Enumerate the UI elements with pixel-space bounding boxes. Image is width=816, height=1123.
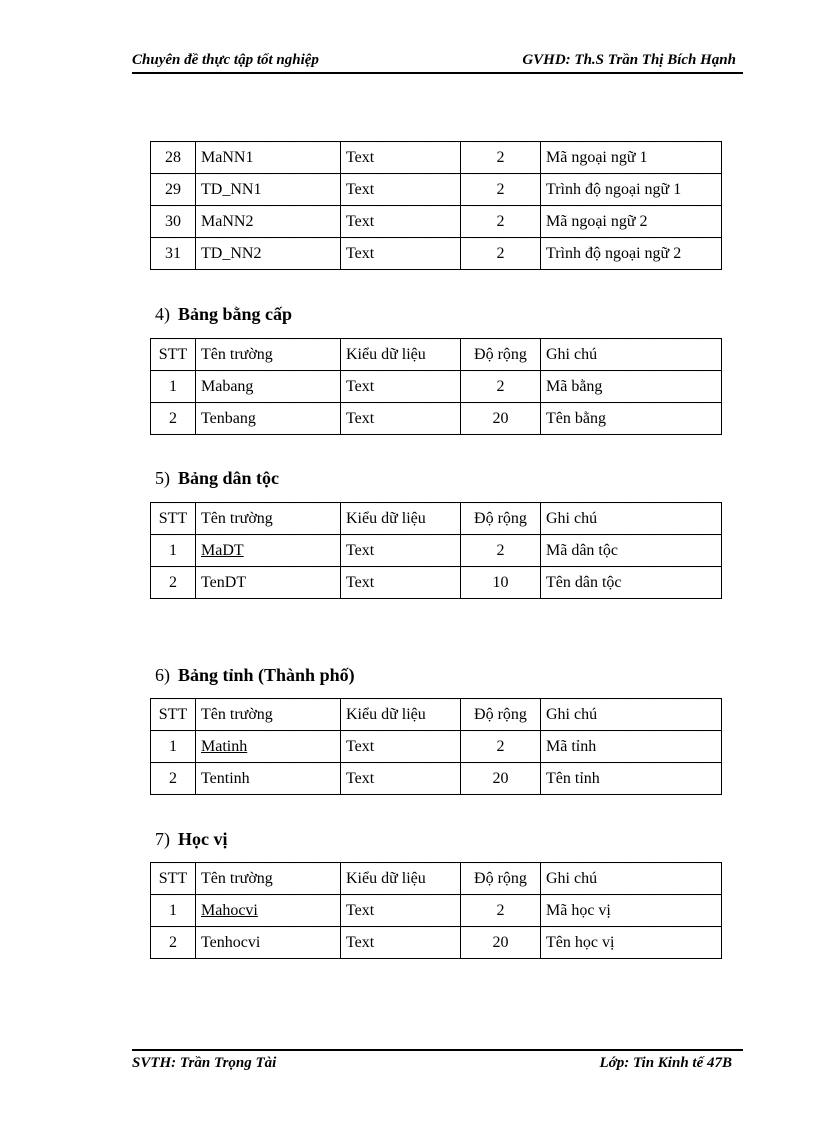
table-header-row [151, 503, 722, 535]
table-row [151, 371, 722, 403]
section-title: Học vị [178, 829, 228, 849]
section-title: Bảng dân tộc [178, 468, 280, 488]
cell-type: Text [341, 535, 461, 567]
table-header-row [151, 863, 722, 895]
cell-type: Text [341, 142, 461, 174]
cell-field [196, 535, 341, 567]
cell-stt: 28 [151, 142, 196, 174]
table-row [151, 763, 722, 795]
col-header-field: Tên trường [196, 503, 341, 535]
cell-stt: 30 [151, 206, 196, 238]
table-row [151, 174, 722, 206]
section-heading [155, 665, 355, 686]
col-header-field: Tên trường [196, 699, 341, 731]
col-header-field: Tên trường [196, 863, 341, 895]
primary-key-field: Mahocvi [201, 901, 258, 919]
cell-field [196, 731, 341, 763]
cell-stt: 31 [151, 238, 196, 270]
page-footer [132, 1055, 742, 1075]
section-title: Bảng tỉnh (Thành phố) [178, 665, 355, 685]
table-row [151, 895, 722, 927]
cell-field: TD_NN2 [196, 238, 341, 270]
primary-key-field: MaDT [201, 541, 244, 559]
primary-key-field: Matinh [201, 737, 248, 755]
fields-table-dan-toc [150, 502, 722, 599]
section-number: 4) [155, 304, 170, 324]
cell-stt: 2 [151, 763, 196, 795]
cell-field: MaNN1 [196, 142, 341, 174]
col-header-width: Độ rộng [461, 339, 541, 371]
col-header-stt: STT [151, 699, 196, 731]
cell-stt: 2 [151, 927, 196, 959]
cell-note: Tên tỉnh [541, 763, 722, 795]
col-header-type: Kiểu dữ liệu [341, 699, 461, 731]
cell-width: 2 [461, 142, 541, 174]
cell-stt: 1 [151, 371, 196, 403]
cell-stt: 1 [151, 535, 196, 567]
table-row [151, 403, 722, 435]
cell-field: Mabang [196, 371, 341, 403]
cell-type: Text [341, 206, 461, 238]
cell-note: Tên dân tộc [541, 567, 722, 599]
col-header-width: Độ rộng [461, 863, 541, 895]
col-header-note: Ghi chú [541, 863, 722, 895]
section-title: Bảng bằng cấp [178, 304, 293, 324]
cell-note: Mã dân tộc [541, 535, 722, 567]
col-header-stt: STT [151, 863, 196, 895]
cell-width: 2 [461, 174, 541, 206]
header-rule [132, 72, 743, 74]
section-heading [155, 468, 279, 489]
cell-type: Text [341, 927, 461, 959]
cell-note: Mã học vị [541, 895, 722, 927]
table-header-row [151, 699, 722, 731]
cell-field: Tentinh [196, 763, 341, 795]
cell-note: Trình độ ngoại ngữ 2 [541, 238, 722, 270]
cell-type: Text [341, 567, 461, 599]
table-row [151, 535, 722, 567]
cell-type: Text [341, 763, 461, 795]
table-row [151, 142, 722, 174]
section-number: 5) [155, 468, 170, 488]
cell-width: 20 [461, 927, 541, 959]
section-number: 6) [155, 665, 170, 685]
page-header [132, 52, 742, 72]
cell-width: 2 [461, 535, 541, 567]
footer-class: Lớp: Tin Kinh tế 47B [599, 1055, 732, 1071]
cell-width: 2 [461, 895, 541, 927]
cell-note: Mã ngoại ngữ 1 [541, 142, 722, 174]
cell-stt: 1 [151, 895, 196, 927]
table-row [151, 206, 722, 238]
table-header-row [151, 339, 722, 371]
col-header-type: Kiểu dữ liệu [341, 503, 461, 535]
table-row [151, 567, 722, 599]
cell-width: 2 [461, 731, 541, 763]
cell-width: 2 [461, 206, 541, 238]
cell-note: Mã bằng [541, 371, 722, 403]
cell-type: Text [341, 403, 461, 435]
section-heading [155, 829, 228, 850]
cell-stt: 1 [151, 731, 196, 763]
footer-rule [132, 1049, 743, 1051]
col-header-type: Kiểu dữ liệu [341, 863, 461, 895]
cell-note: Tên bằng [541, 403, 722, 435]
cell-field: TenDT [196, 567, 341, 599]
cell-field [196, 895, 341, 927]
col-header-width: Độ rộng [461, 699, 541, 731]
cell-note: Mã tỉnh [541, 731, 722, 763]
cell-stt: 29 [151, 174, 196, 206]
col-header-note: Ghi chú [541, 699, 722, 731]
cell-type: Text [341, 174, 461, 206]
section-number: 7) [155, 829, 170, 849]
cell-type: Text [341, 238, 461, 270]
cell-type: Text [341, 731, 461, 763]
col-header-note: Ghi chú [541, 503, 722, 535]
header-title: Chuyên đề thực tập tốt nghiệp [132, 52, 319, 68]
fields-table-bang-cap [150, 338, 722, 435]
cell-type: Text [341, 371, 461, 403]
cell-width: 2 [461, 238, 541, 270]
cell-width: 20 [461, 763, 541, 795]
cell-width: 2 [461, 371, 541, 403]
col-header-width: Độ rộng [461, 503, 541, 535]
table-row [151, 238, 722, 270]
fields-table-continued [150, 141, 722, 270]
cell-type: Text [341, 895, 461, 927]
cell-stt: 2 [151, 567, 196, 599]
cell-field: Tenhocvi [196, 927, 341, 959]
col-header-type: Kiểu dữ liệu [341, 339, 461, 371]
header-supervisor: GVHD: Th.S Trần Thị Bích Hạnh [522, 52, 736, 68]
cell-field: MaNN2 [196, 206, 341, 238]
cell-width: 10 [461, 567, 541, 599]
cell-field: Tenbang [196, 403, 341, 435]
col-header-note: Ghi chú [541, 339, 722, 371]
cell-width: 20 [461, 403, 541, 435]
fields-table-hoc-vi [150, 862, 722, 959]
table-row [151, 927, 722, 959]
cell-note: Mã ngoại ngữ 2 [541, 206, 722, 238]
cell-note: Trình độ ngoại ngữ 1 [541, 174, 722, 206]
cell-stt: 2 [151, 403, 196, 435]
col-header-stt: STT [151, 503, 196, 535]
cell-field: TD_NN1 [196, 174, 341, 206]
cell-note: Tên học vị [541, 927, 722, 959]
col-header-stt: STT [151, 339, 196, 371]
footer-student: SVTH: Trần Trọng Tài [132, 1055, 277, 1071]
col-header-field: Tên trường [196, 339, 341, 371]
table-row [151, 731, 722, 763]
fields-table-tinh [150, 698, 722, 795]
section-heading [155, 304, 292, 325]
